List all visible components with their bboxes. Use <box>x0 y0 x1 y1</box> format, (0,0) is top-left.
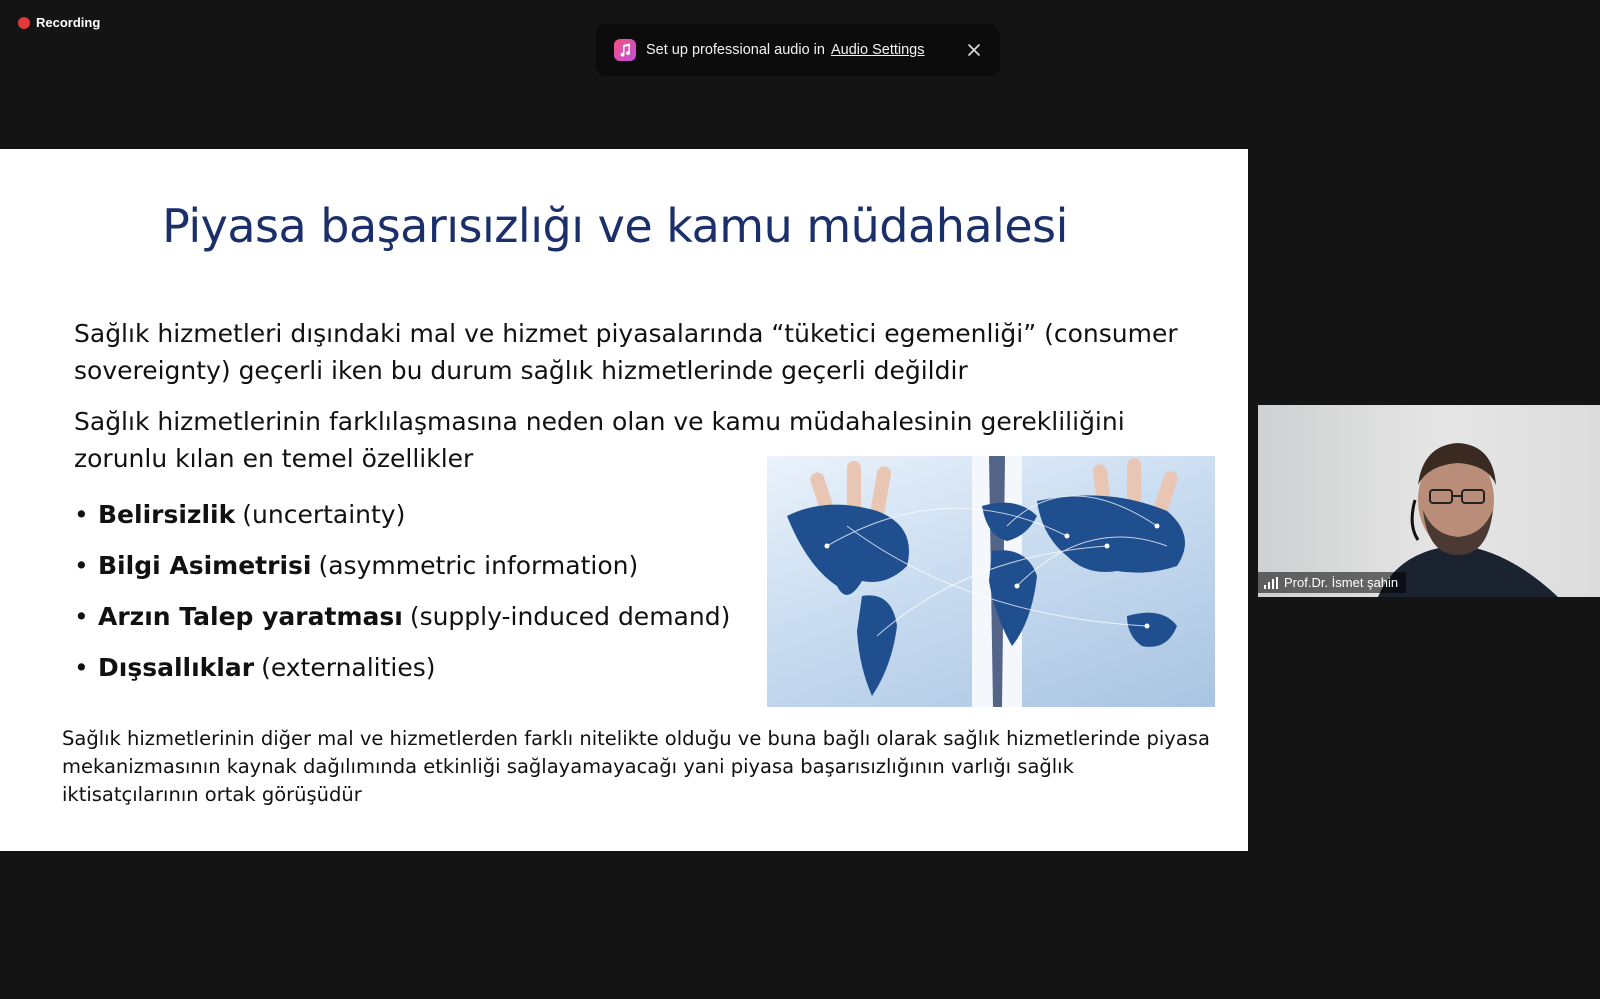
participant-video-tile[interactable] <box>1258 405 1600 597</box>
banner-message: Set up professional audio in <box>646 42 825 58</box>
participant-name: Prof.Dr. İsmet şahin <box>1284 575 1399 590</box>
close-icon[interactable] <box>966 42 982 58</box>
bullet-item: • Dışsallıklar (externalities) <box>74 653 436 682</box>
music-note-icon <box>614 39 636 61</box>
bullet-term: Arzın Talep yaratması <box>98 602 403 631</box>
world-map-hands-image <box>767 456 1215 707</box>
audio-settings-link[interactable]: Audio Settings <box>830 42 925 58</box>
bullet-item: • Belirsizlik (uncertainty) <box>74 500 406 529</box>
recording-indicator[interactable] <box>18 15 100 30</box>
bullet-desc: (supply-induced demand) <box>409 602 731 631</box>
audio-notification-banner <box>596 24 1000 76</box>
participant-video-image <box>1258 405 1600 597</box>
bullet-item: • Arzın Talep yaratması (supply-induced demand) <box>74 602 731 631</box>
participant-name-tag <box>1258 572 1406 593</box>
slide-paragraph-1: Sağlık hizmetleri dışındaki mal ve hizmet piyasalarında “tüketici egemenliği” (consumer sovereignty) geçerli iken bu durum sağlık hizmetlerinde geçerli değildir <box>74 319 1178 385</box>
bullet-term: Bilgi Asimetrisi <box>98 551 312 580</box>
bullet-term: Dışsallıklar <box>98 653 255 682</box>
slide-footer-text: Sağlık hizmetlerinin diğer mal ve hizmetlerden farklı nitelikte olduğu ve buna bağlı olarak sağlık hizmetlerinde piyasa mekanizmasının kaynak dağılımında etkinliği sağlayamayacağı yani piyasa başarısızlığının varlığı sağlık iktisatçılarının ortak görüşüdür <box>62 727 1210 806</box>
bullet-item: • Bilgi Asimetrisi (asymmetric information) <box>74 551 639 580</box>
signal-strength-icon <box>1264 577 1278 589</box>
bullet-desc: (asymmetric information) <box>318 551 639 580</box>
recording-label: Recording <box>36 15 101 30</box>
bullet-desc: (externalities) <box>261 653 436 682</box>
record-dot-icon <box>18 17 30 29</box>
slide-paragraph-2: Sağlık hizmetlerinin farklılaşmasına neden olan ve kamu müdahalesinin gerekliliğini zorunlu kılan en temel özellikler <box>74 407 1125 473</box>
bullet-term: Belirsizlik <box>98 500 236 529</box>
slide-title: Piyasa başarısızlığı ve kamu müdahalesi <box>162 199 1068 253</box>
bullet-desc: (uncertainty) <box>242 500 406 529</box>
slide-bullet-list <box>74 489 730 693</box>
shared-screen-slide <box>0 149 1248 851</box>
